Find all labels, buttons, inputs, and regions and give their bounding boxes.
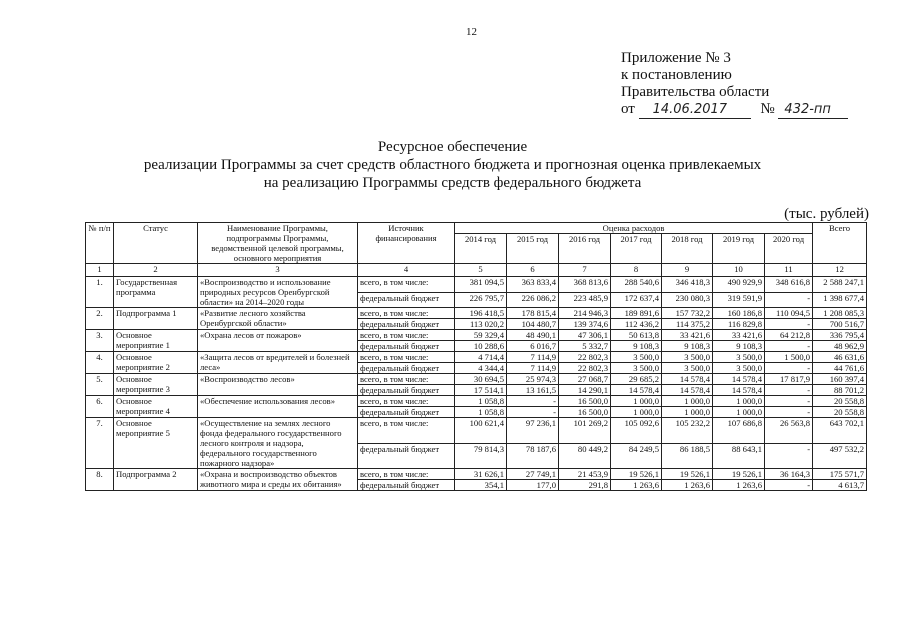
value-cell: 112 436,2 — [611, 319, 662, 330]
row-name: «Воспроизводство и использование природных ресурсов Оренбургской области» на 2014–2020 годы — [198, 277, 358, 308]
value-cell: 78 187,6 — [507, 443, 559, 469]
value-cell: 31 626,1 — [455, 469, 507, 480]
number-label: № — [760, 101, 775, 117]
value-cell: 88 643,1 — [713, 443, 765, 469]
header-year: 2018 год — [662, 234, 713, 264]
value-cell: 14 578,4 — [713, 374, 765, 385]
value-cell: 4 344,4 — [455, 363, 507, 374]
header-row-1 — [86, 223, 867, 234]
value-cell: 1 208 085,3 — [813, 308, 867, 319]
value-cell: 214 946,3 — [559, 308, 611, 319]
value-cell: 160 397,4 — [813, 374, 867, 385]
value-cell: 14 578,4 — [662, 385, 713, 396]
value-cell: 291,8 — [559, 480, 611, 491]
table-row — [86, 469, 867, 480]
value-cell: 33 421,6 — [713, 330, 765, 341]
value-cell: 226 086,2 — [507, 292, 559, 308]
value-cell: 2 588 247,1 — [813, 277, 867, 293]
row-status: Основное мероприятие 2 — [114, 352, 198, 374]
column-index: 12 — [813, 264, 867, 277]
value-cell: 29 685,2 — [611, 374, 662, 385]
column-index: 4 — [358, 264, 455, 277]
row-name: «Защита лесов от вредителей и болезней леса» — [198, 352, 358, 374]
value-cell: 21 453,9 — [559, 469, 611, 480]
value-cell: 97 236,1 — [507, 418, 559, 444]
header-estimate: Оценка расходов — [455, 223, 813, 234]
header-year: 2016 год — [559, 234, 611, 264]
table-row — [86, 352, 867, 363]
row-source: всего, в том числе: — [358, 396, 455, 407]
header-year: 2017 год — [611, 234, 662, 264]
value-cell: 88 701,2 — [813, 385, 867, 396]
value-cell: 19 526,1 — [611, 469, 662, 480]
appendix-line-1: Приложение № 3 — [621, 50, 731, 66]
value-cell: 27 068,7 — [559, 374, 611, 385]
value-cell: 381 094,5 — [455, 277, 507, 293]
value-cell: - — [507, 396, 559, 407]
from-label: от — [621, 101, 635, 117]
row-source: всего, в том числе: — [358, 352, 455, 363]
value-cell: 114 375,2 — [662, 319, 713, 330]
row-status: Основное мероприятие 5 — [114, 418, 198, 469]
value-cell: 44 761,6 — [813, 363, 867, 374]
value-cell: 50 613,8 — [611, 330, 662, 341]
column-index: 2 — [114, 264, 198, 277]
value-cell: 363 833,4 — [507, 277, 559, 293]
value-cell: 14 578,4 — [611, 385, 662, 396]
value-cell: 14 578,4 — [713, 385, 765, 396]
value-cell: 336 795,4 — [813, 330, 867, 341]
value-cell: - — [765, 396, 813, 407]
value-cell: - — [765, 363, 813, 374]
title-line-2: реализации Программы за счет средств областного бюджета и прогнозная оценка привлекаемых — [143, 157, 762, 173]
value-cell: 26 563,8 — [765, 418, 813, 444]
value-cell: 46 631,6 — [813, 352, 867, 363]
value-cell: 4 714,4 — [455, 352, 507, 363]
column-index: 9 — [662, 264, 713, 277]
value-cell: - — [765, 319, 813, 330]
value-cell: 1 058,8 — [455, 396, 507, 407]
value-cell: - — [765, 480, 813, 491]
value-cell: 700 516,7 — [813, 319, 867, 330]
appendix-line-2: к постановлению — [621, 67, 732, 83]
value-cell: 196 418,5 — [455, 308, 507, 319]
value-cell: 230 080,3 — [662, 292, 713, 308]
appendix-line-3: Правительства области — [621, 84, 770, 100]
row-name: «Обеспечение использования лесов» — [198, 396, 358, 418]
value-cell: - — [765, 292, 813, 308]
value-cell: 84 249,5 — [611, 443, 662, 469]
value-cell: 22 802,3 — [559, 363, 611, 374]
value-cell: - — [765, 407, 813, 418]
value-cell: 1 398 677,4 — [813, 292, 867, 308]
value-cell: 5 332,7 — [559, 341, 611, 352]
row-source: всего, в том числе: — [358, 374, 455, 385]
column-index: 10 — [713, 264, 765, 277]
header-name: Наименование Программы, подпрограммы Программы, ведомственной целевой программы, основного мероприятия — [198, 223, 358, 264]
value-cell: 19 526,1 — [713, 469, 765, 480]
value-cell: 107 686,8 — [713, 418, 765, 444]
units-label: (тыс. рублей) — [784, 206, 869, 222]
row-source: федеральный бюджет — [358, 407, 455, 418]
value-cell: 3 500,0 — [713, 363, 765, 374]
row-name: «Охрана и воспроизводство объектов животного мира и среды их обитания» — [198, 469, 358, 491]
value-cell: 33 421,6 — [662, 330, 713, 341]
value-cell: 48 490,1 — [507, 330, 559, 341]
row-number: 4. — [86, 352, 114, 374]
header-year: 2019 год — [713, 234, 765, 264]
document-title — [0, 138, 905, 192]
value-cell: 1 000,0 — [611, 396, 662, 407]
row-source: федеральный бюджет — [358, 363, 455, 374]
value-cell: 348 616,8 — [765, 277, 813, 293]
value-cell: 59 329,4 — [455, 330, 507, 341]
row-source: всего, в том числе: — [358, 418, 455, 444]
row-source: всего, в том числе: — [358, 469, 455, 480]
table-row — [86, 374, 867, 385]
value-cell: 172 637,4 — [611, 292, 662, 308]
value-cell: 47 306,1 — [559, 330, 611, 341]
row-status: Государственная программа — [114, 277, 198, 308]
value-cell: 1 000,0 — [611, 407, 662, 418]
value-cell: 1 263,6 — [713, 480, 765, 491]
table-row — [86, 277, 867, 293]
table-row — [86, 308, 867, 319]
value-cell: 14 290,1 — [559, 385, 611, 396]
value-cell: 30 694,5 — [455, 374, 507, 385]
value-cell: 643 702,1 — [813, 418, 867, 444]
row-status: Подпрограмма 1 — [114, 308, 198, 330]
value-cell: - — [765, 341, 813, 352]
header-year: 2015 год — [507, 234, 559, 264]
value-cell: 3 500,0 — [713, 352, 765, 363]
value-cell: 177,0 — [507, 480, 559, 491]
value-cell: 1 263,6 — [662, 480, 713, 491]
value-cell: 16 500,0 — [559, 407, 611, 418]
row-name: «Охрана лесов от пожаров» — [198, 330, 358, 352]
value-cell: 368 813,6 — [559, 277, 611, 293]
row-status: Основное мероприятие 3 — [114, 374, 198, 396]
value-cell: 105 232,2 — [662, 418, 713, 444]
value-cell: 157 732,2 — [662, 308, 713, 319]
value-cell: 17 514,1 — [455, 385, 507, 396]
value-cell: 226 795,7 — [455, 292, 507, 308]
value-cell: 25 974,3 — [507, 374, 559, 385]
value-cell: - — [765, 385, 813, 396]
value-cell: 1 000,0 — [713, 396, 765, 407]
value-cell: 354,1 — [455, 480, 507, 491]
value-cell: 1 500,0 — [765, 352, 813, 363]
row-source: федеральный бюджет — [358, 319, 455, 330]
value-cell: 13 161,5 — [507, 385, 559, 396]
row-source: федеральный бюджет — [358, 292, 455, 308]
value-cell: 7 114,9 — [507, 352, 559, 363]
value-cell: 116 829,8 — [713, 319, 765, 330]
row-number: 6. — [86, 396, 114, 418]
header-status: Статус — [114, 223, 198, 264]
value-cell: 14 578,4 — [662, 374, 713, 385]
value-cell: 86 188,5 — [662, 443, 713, 469]
column-index: 7 — [559, 264, 611, 277]
value-cell: 1 058,8 — [455, 407, 507, 418]
value-cell: 20 558,8 — [813, 396, 867, 407]
handwritten-date: 14.06.2017 — [639, 101, 751, 119]
header-year: 2014 год — [455, 234, 507, 264]
row-number: 3. — [86, 330, 114, 352]
value-cell: 6 016,7 — [507, 341, 559, 352]
row-status: Основное мероприятие 1 — [114, 330, 198, 352]
table-row — [86, 330, 867, 341]
value-cell: 1 000,0 — [662, 396, 713, 407]
handwritten-number: 432-пп — [778, 101, 848, 119]
value-cell: 101 269,2 — [559, 418, 611, 444]
value-cell: 64 212,8 — [765, 330, 813, 341]
value-cell: 36 164,3 — [765, 469, 813, 480]
value-cell: 3 500,0 — [611, 352, 662, 363]
value-cell: 110 094,5 — [765, 308, 813, 319]
row-source: федеральный бюджет — [358, 443, 455, 469]
table-row — [86, 396, 867, 407]
value-cell: 288 540,6 — [611, 277, 662, 293]
value-cell: 79 814,3 — [455, 443, 507, 469]
value-cell: 490 929,9 — [713, 277, 765, 293]
column-index: 1 — [86, 264, 114, 277]
header-num: № п/п — [86, 223, 114, 264]
column-index: 3 — [198, 264, 358, 277]
resource-table — [85, 222, 867, 491]
row-name: «Осуществление на землях лесного фонда федерального государственного лесного контроля и надзора, федерального государственного пожарного надзора» — [198, 418, 358, 469]
row-name: «Развитие лесного хозяйства Оренбургской области» — [198, 308, 358, 330]
row-number: 2. — [86, 308, 114, 330]
row-number: 1. — [86, 277, 114, 308]
value-cell: 175 571,7 — [813, 469, 867, 480]
header-source: Источник финансирования — [358, 223, 455, 264]
value-cell: 19 526,1 — [662, 469, 713, 480]
header-year: 2020 год — [765, 234, 813, 264]
value-cell: 189 891,6 — [611, 308, 662, 319]
column-index: 8 — [611, 264, 662, 277]
value-cell: 497 532,2 — [813, 443, 867, 469]
value-cell: 178 815,4 — [507, 308, 559, 319]
value-cell: 1 263,6 — [611, 480, 662, 491]
page-number: 12 — [466, 26, 477, 38]
value-cell: 3 500,0 — [662, 352, 713, 363]
value-cell: - — [507, 407, 559, 418]
title-line-1: Ресурсное обеспечение — [377, 139, 528, 155]
value-cell: 9 108,3 — [662, 341, 713, 352]
row-source: федеральный бюджет — [358, 480, 455, 491]
value-cell: 3 500,0 — [662, 363, 713, 374]
appendix-signature-line — [621, 101, 848, 119]
column-index-row — [86, 264, 867, 277]
value-cell: 20 558,8 — [813, 407, 867, 418]
appendix-block — [621, 50, 848, 119]
value-cell: 104 480,7 — [507, 319, 559, 330]
column-index: 5 — [455, 264, 507, 277]
row-name: «Воспроизводство лесов» — [198, 374, 358, 396]
value-cell: 48 962,9 — [813, 341, 867, 352]
title-line-3: на реализацию Программы средств федерального бюджета — [263, 175, 642, 191]
row-source: федеральный бюджет — [358, 341, 455, 352]
value-cell: 22 802,3 — [559, 352, 611, 363]
row-source: всего, в том числе: — [358, 308, 455, 319]
row-status: Основное мероприятие 4 — [114, 396, 198, 418]
row-status: Подпрограмма 2 — [114, 469, 198, 491]
value-cell: 4 613,7 — [813, 480, 867, 491]
column-index: 11 — [765, 264, 813, 277]
value-cell: - — [765, 443, 813, 469]
value-cell: 160 186,8 — [713, 308, 765, 319]
value-cell: 80 449,2 — [559, 443, 611, 469]
row-number: 7. — [86, 418, 114, 469]
value-cell: 27 749,1 — [507, 469, 559, 480]
value-cell: 10 288,6 — [455, 341, 507, 352]
value-cell: 17 817,9 — [765, 374, 813, 385]
row-source: федеральный бюджет — [358, 385, 455, 396]
value-cell: 100 621,4 — [455, 418, 507, 444]
value-cell: 346 418,3 — [662, 277, 713, 293]
value-cell: 105 092,6 — [611, 418, 662, 444]
row-number: 8. — [86, 469, 114, 491]
value-cell: 9 108,3 — [611, 341, 662, 352]
column-index: 6 — [507, 264, 559, 277]
value-cell: 139 374,6 — [559, 319, 611, 330]
value-cell: 223 485,9 — [559, 292, 611, 308]
value-cell: 1 000,0 — [713, 407, 765, 418]
row-source: всего, в том числе: — [358, 330, 455, 341]
value-cell: 113 020,2 — [455, 319, 507, 330]
row-number: 5. — [86, 374, 114, 396]
value-cell: 319 591,9 — [713, 292, 765, 308]
value-cell: 16 500,0 — [559, 396, 611, 407]
header-total: Всего — [813, 223, 867, 264]
value-cell: 7 114,9 — [507, 363, 559, 374]
row-source: всего, в том числе: — [358, 277, 455, 293]
value-cell: 1 000,0 — [662, 407, 713, 418]
value-cell: 3 500,0 — [611, 363, 662, 374]
table-row — [86, 418, 867, 444]
value-cell: 9 108,3 — [713, 341, 765, 352]
